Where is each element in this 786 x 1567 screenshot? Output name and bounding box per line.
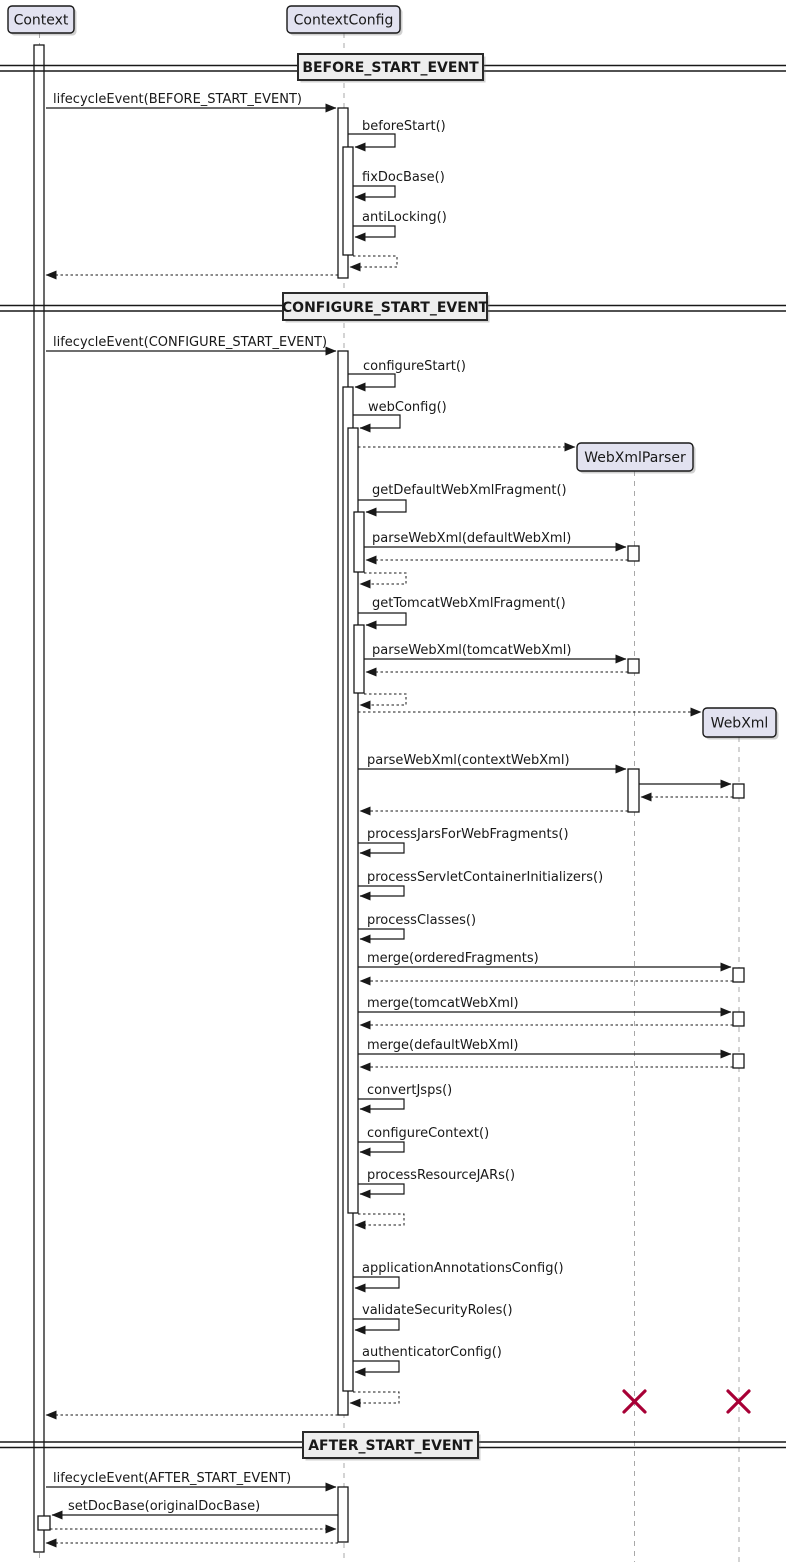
divider-label: AFTER_START_EVENT [308, 1438, 473, 1454]
self-call-arrow [358, 1099, 404, 1109]
participant-label: ContextConfig [293, 12, 394, 29]
message-label: merge(defaultWebXml) [367, 1038, 519, 1053]
divider-label: CONFIGURE_START_EVENT [281, 300, 489, 316]
activation-bar-webxml [733, 784, 744, 798]
self-call-arrow [353, 186, 395, 197]
participant-contextconfig [287, 6, 403, 36]
message-label: validateSecurityRoles() [362, 1303, 513, 1318]
message-label: lifecycleEvent(BEFORE_START_EVENT) [53, 92, 302, 107]
self-call-arrow [353, 1319, 399, 1330]
self-call-arrow [353, 1277, 399, 1288]
message-label: authenticatorConfig() [362, 1345, 502, 1360]
activation-bar-beforestart [343, 147, 353, 255]
section-after-start-event [46, 1471, 338, 1543]
self-call-arrow [358, 886, 404, 896]
message-label: parseWebXml(tomcatWebXml) [372, 643, 572, 658]
message-label: processJarsForWebFragments() [367, 827, 569, 842]
divider-after-start-event [0, 1432, 786, 1461]
message-label: setDocBase(originalDocBase) [68, 1499, 261, 1514]
self-call-arrow [353, 1361, 399, 1372]
message-label: merge(orderedFragments) [367, 951, 539, 966]
self-call-arrow [358, 1142, 404, 1152]
message-label: antiLocking() [362, 210, 447, 225]
return-arrow [360, 694, 406, 705]
return-arrow [360, 573, 406, 584]
self-call-arrow [358, 1184, 404, 1194]
self-call-arrow [358, 843, 404, 853]
divider-before-start-event [0, 54, 786, 83]
activation-bar-webxmlparser [628, 769, 639, 812]
message-label: processClasses() [367, 913, 477, 928]
message-label: configureContext() [367, 1126, 490, 1141]
message-label: webConfig() [368, 400, 447, 415]
message-label: lifecycleEvent(AFTER_START_EVENT) [53, 1471, 292, 1486]
participant-webxmlparser [577, 443, 696, 474]
self-call-arrow [348, 374, 395, 387]
activation-bar-webxml [733, 1012, 744, 1026]
message-label: convertJsps() [367, 1083, 453, 1098]
message-label: merge(tomcatWebXml) [367, 996, 519, 1011]
self-call-arrow [358, 613, 406, 625]
self-call-arrow [353, 226, 395, 237]
message-label: processResourceJARs() [367, 1168, 516, 1183]
message-label: configureStart() [363, 359, 466, 374]
self-call-arrow [358, 500, 406, 512]
message-label: getTomcatWebXmlFragment() [372, 596, 566, 611]
return-arrow [350, 256, 397, 267]
participant-label: WebXml [710, 715, 769, 732]
activation-bar-context [34, 45, 44, 1552]
divider-label: BEFORE_START_EVENT [302, 60, 479, 76]
section-before-start-event [46, 92, 447, 275]
message-label: beforeStart() [362, 119, 446, 134]
message-label: fixDocBase() [362, 170, 445, 185]
message-label: lifecycleEvent(CONFIGURE_START_EVENT) [53, 335, 328, 350]
return-arrow [350, 1392, 399, 1403]
message-label: parseWebXml(defaultWebXml) [372, 531, 572, 546]
participant-label: Context [13, 12, 69, 29]
message-label: getDefaultWebXmlFragment() [372, 483, 567, 498]
activation-bar-webxmlparser [628, 659, 639, 673]
participant-context [8, 6, 77, 36]
activation-bar-webxml [733, 1054, 744, 1068]
section-configure-start-event [46, 335, 749, 1415]
divider-configure-start-event [0, 293, 786, 323]
participant-webxml [703, 708, 779, 740]
message-label: parseWebXml(contextWebXml) [367, 753, 570, 768]
activation-bar-getdefaultwebxmlfragment [354, 512, 364, 572]
self-call-arrow [348, 134, 395, 147]
self-call-arrow [358, 929, 404, 939]
activation-bar-context-setdocbase [38, 1516, 50, 1530]
activation-bar-webxml [733, 968, 744, 982]
message-label: processServletContainerInitializers() [367, 870, 604, 885]
message-label: applicationAnnotationsConfig() [362, 1261, 564, 1276]
self-call-arrow [353, 415, 400, 428]
activation-bar-gettomcatwebxmlfragment [354, 625, 364, 693]
participant-label: WebXmlParser [584, 450, 686, 466]
return-arrow [355, 1214, 404, 1225]
activation-bar-webxmlparser [628, 546, 639, 561]
activation-bar-contextconfig-after [338, 1487, 348, 1542]
